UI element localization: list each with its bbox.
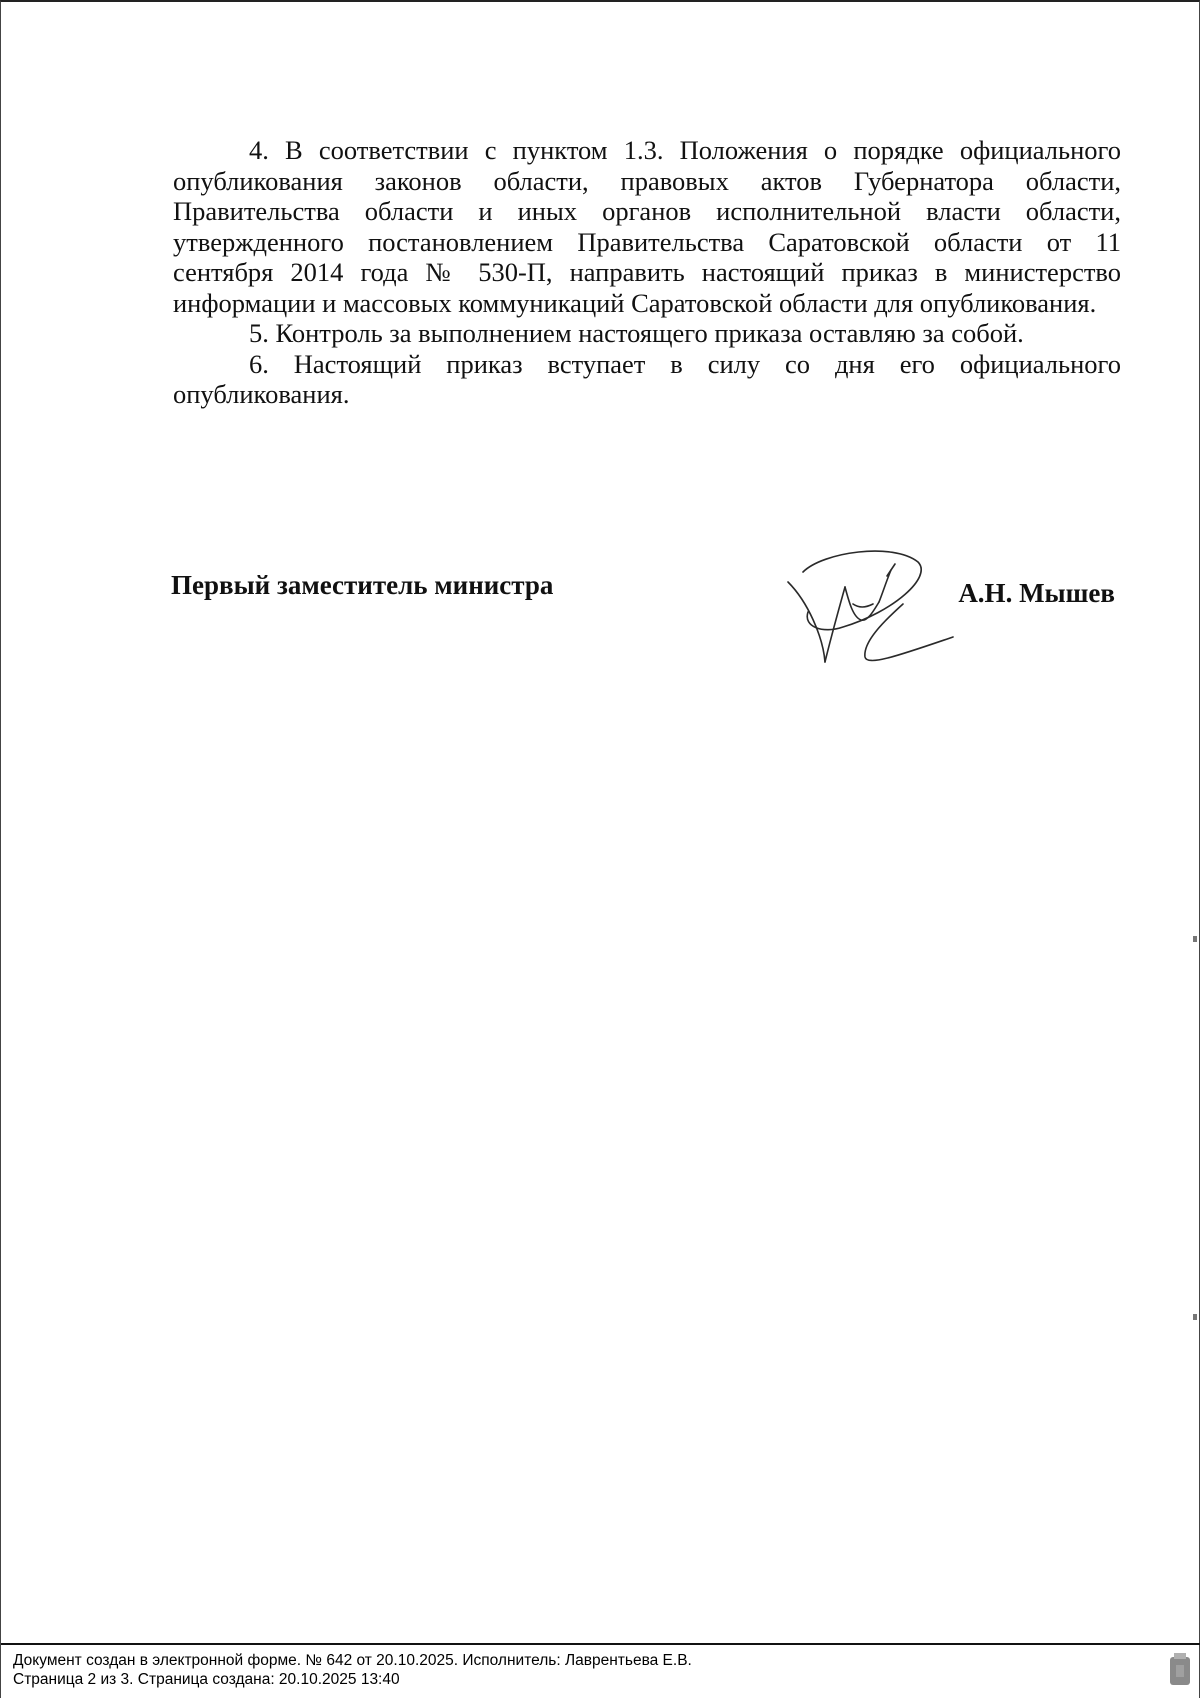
signature-block <box>171 562 1121 682</box>
scan-artifact <box>1193 1314 1197 1320</box>
handwritten-signature <box>783 542 963 672</box>
scan-artifact <box>1193 936 1197 942</box>
paragraph-6: 6. Настоящий приказ вступает в силу со дня его официального опубликования. <box>173 348 1121 409</box>
footer-document-info: Документ создан в электронной форме. № 642 от 20.10.2025. Исполнитель: Лаврентьева Е.В. <box>13 1652 692 1669</box>
coat-of-arms-icon <box>1169 1653 1191 1687</box>
footer-page-info: Страница 2 из 3. Страница создана: 20.10.2025 13:40 <box>13 1671 400 1688</box>
document-body <box>173 135 1121 410</box>
paragraph-5: 5. Контроль за выполнением настоящего приказа оставляю за собой. <box>249 318 1024 348</box>
paragraph-4: 4. В соответствии с пунктом 1.3. Положения о порядке официального опубликования законов области, правовых актов Губернатора области, Правительства области и иных органов исполнительной власти области, утвержденного постановлением Правительства Саратовской области от 11 сентября 2014 года № 530-П, направить настоящий приказ в министерство информации и массовых коммуникаций Саратовской области для опубликования. <box>173 135 1121 318</box>
signatory-name: А.Н. Мышев <box>958 578 1115 608</box>
electronic-document-footer <box>1 1643 1200 1700</box>
signatory-position: Первый заместитель министра <box>171 570 554 600</box>
